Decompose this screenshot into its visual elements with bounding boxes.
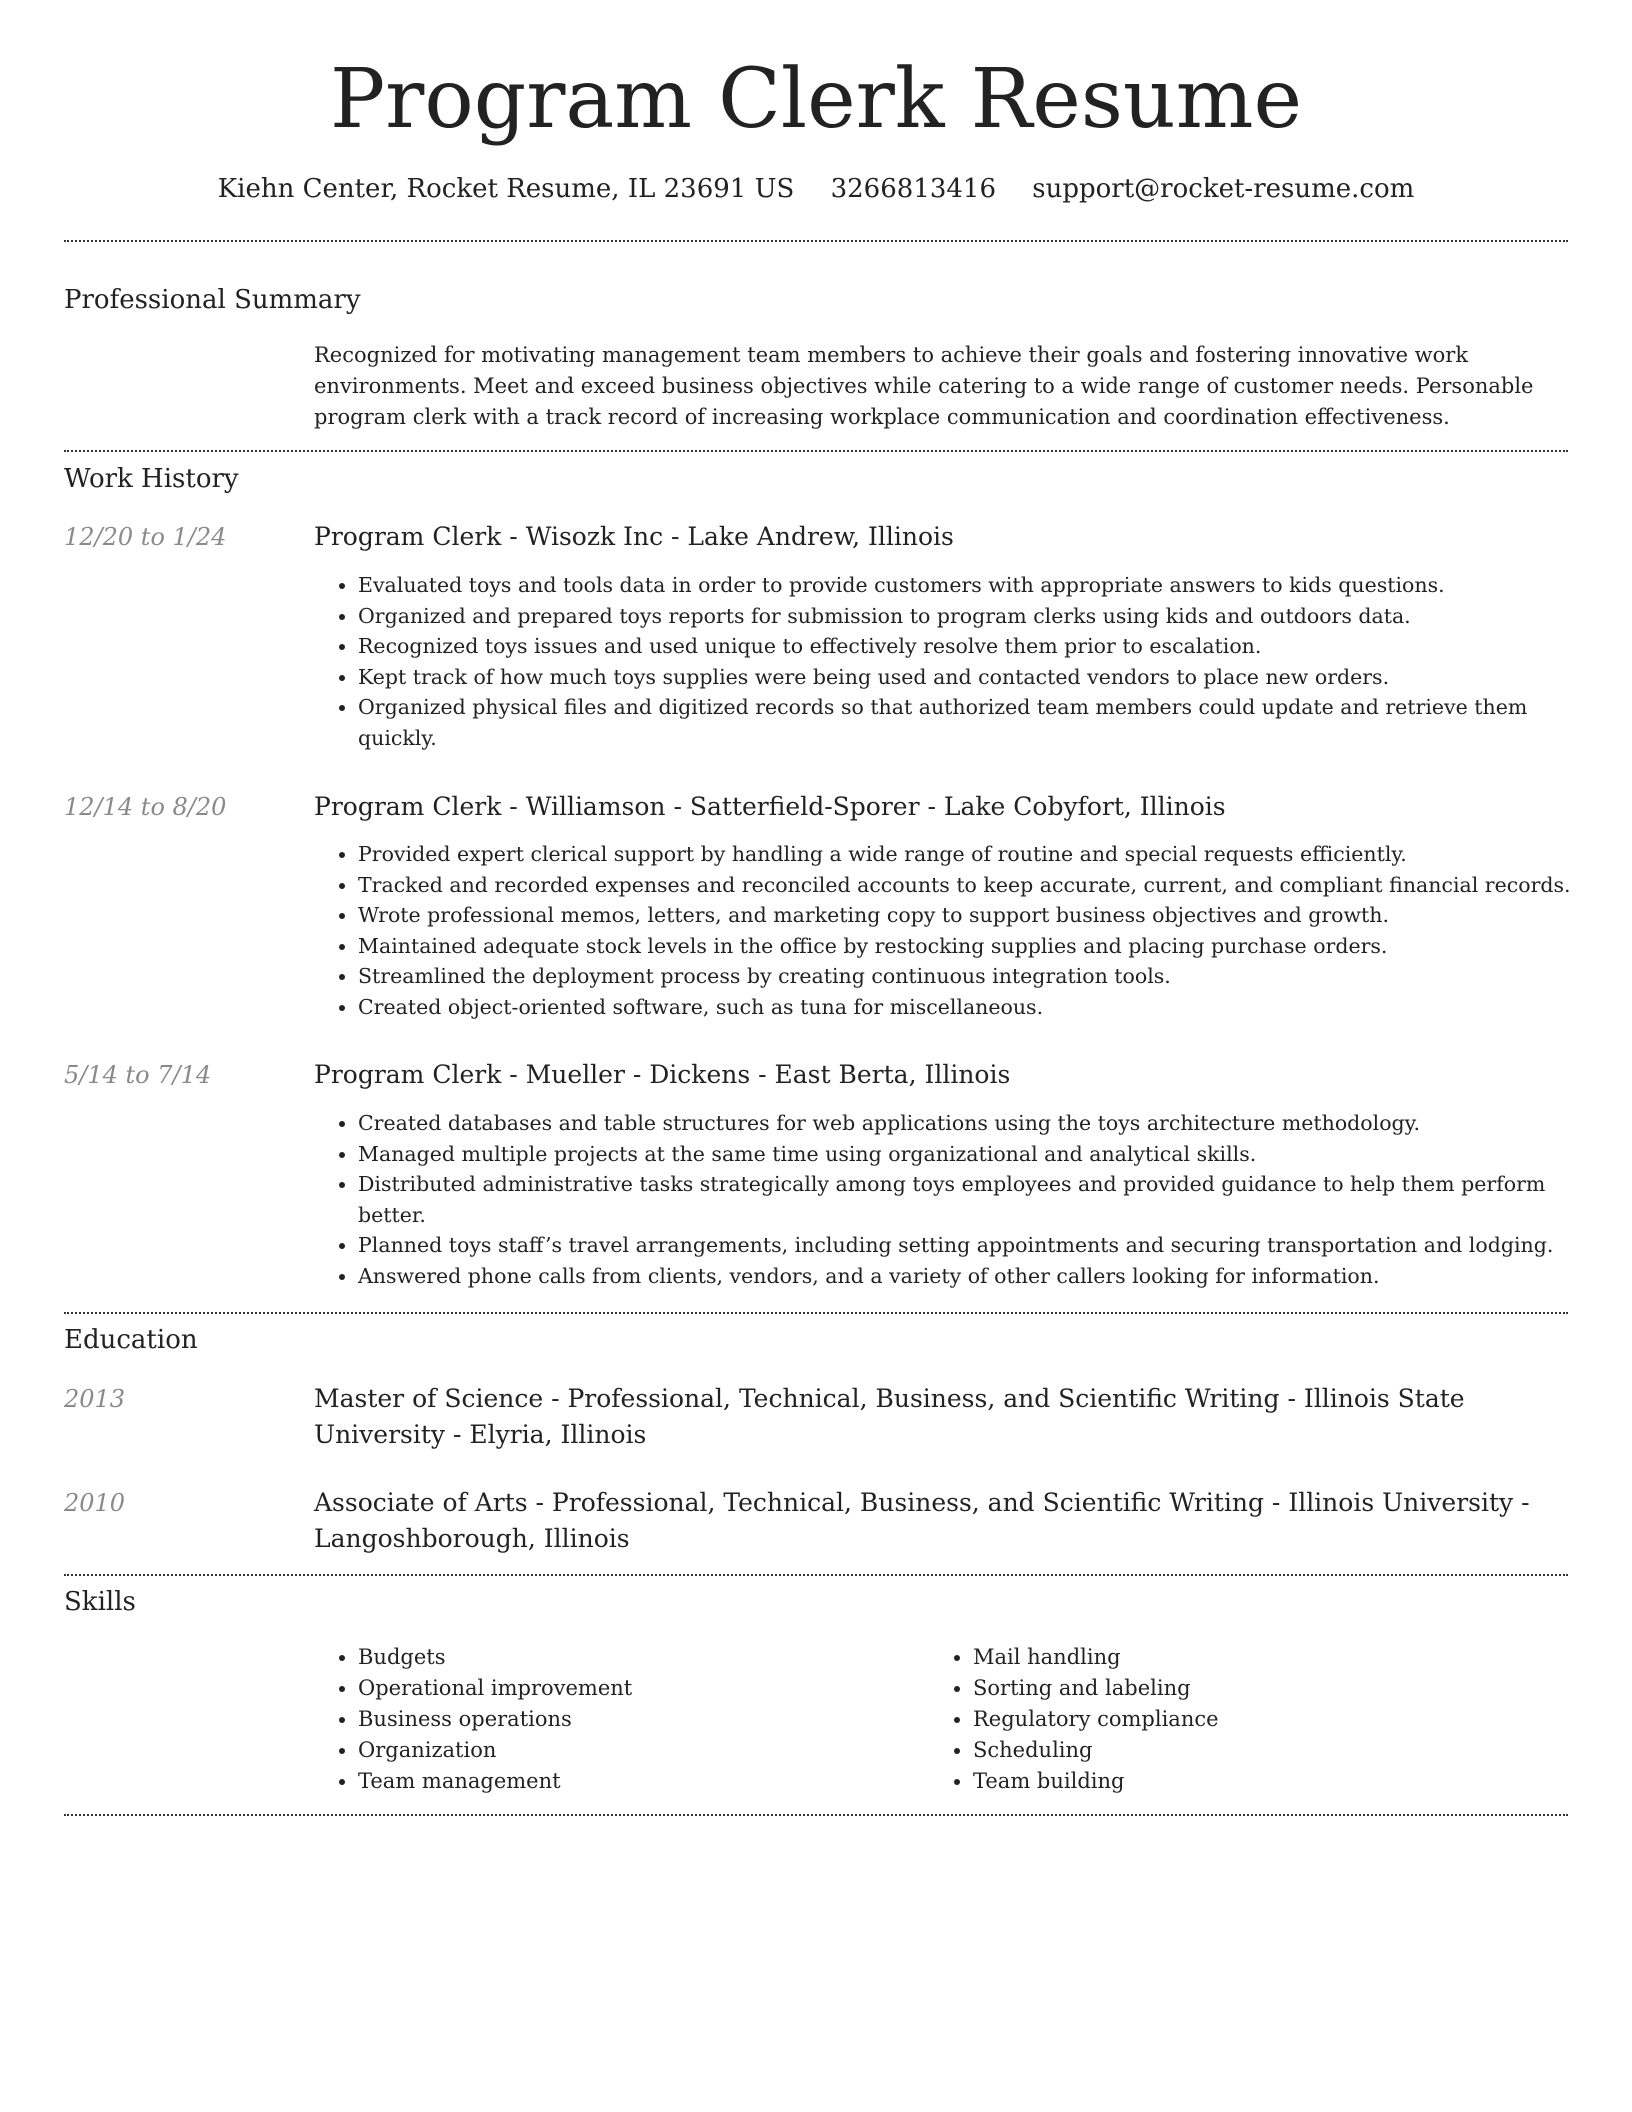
skill-item: • Mail handling [973,1642,1573,1673]
list-item: • Kept track of how much toys supplies were being used and contacted vendors to place new orders. [358,662,1612,693]
list-item: • Recognized toys issues and used unique to effectively resolve them prior to escalation. [358,631,1612,662]
summary-text: Recognized for motivating management team members to achieve their goals and fostering innovative work environments. Meet and exceed business objectives while catering to a wide range of customer needs. Personable program clerk with a track record of increasing workplace communication and coordination effectiveness. [314,343,1534,429]
list-item: • Planned toys staff’s travel arrangements, including setting appointments and securing transportation and lodging. [358,1230,1612,1261]
list-item: • Created databases and table structures for web applications using the toys architecture methodology. [358,1108,1612,1139]
section-title-work-history: Work History [64,464,239,494]
job-title: Program Clerk - Mueller - Dickens - East Berta, Illinois [314,1060,1011,1089]
divider [64,1574,1568,1576]
divider [64,240,1568,242]
contact-phone: 3266813416 [830,174,996,204]
skill-item: • Organization [358,1735,928,1766]
job-title: Program Clerk - Williamson - Satterfield-Sporer - Lake Cobyfort, Illinois [314,792,1226,821]
education-entry: Associate of Arts - Professional, Technical, Business, and Scientific Writing - Illinois University - Langoshborough, Illinois [314,1488,1530,1553]
job-bullets [314,839,1612,1023]
list-item: • Created object-oriented software, such as tuna for miscellaneous. [358,992,1612,1023]
section-title-education: Education [64,1325,198,1355]
list-item: • Distributed administrative tasks strategically among toys employees and provided guidance to help them perform better. [358,1169,1612,1230]
list-item: • Organized and prepared toys reports for submission to program clerks using kids and outdoors data. [358,601,1612,632]
skill-item: • Sorting and labeling [973,1673,1573,1704]
skill-item: • Team management [358,1766,928,1797]
job-dates: 12/20 to 1/24 [64,523,227,551]
contact-email: support@rocket-resume.com [1032,174,1415,204]
job-dates: 12/14 to 8/20 [64,793,227,821]
list-item: • Wrote professional memos, letters, and marketing copy to support business objectives and growth. [358,900,1612,931]
skills-list-right [929,1642,1573,1797]
education-year: 2010 [64,1489,126,1517]
skill-item: • Scheduling [973,1735,1573,1766]
list-item: • Maintained adequate stock levels in the office by restocking supplies and placing purchase orders. [358,931,1612,962]
contact-address: Kiehn Center, Rocket Resume, IL 23691 US [217,174,795,204]
education-year: 2013 [64,1385,126,1413]
list-item: • Managed multiple projects at the same time using organizational and analytical skills. [358,1139,1612,1170]
job-bullets [314,570,1612,754]
list-item: • Organized physical files and digitized records so that authorized team members could update and retrieve them quickly. [358,692,1612,753]
section-title-skills: Skills [64,1587,136,1617]
skill-item: • Business operations [358,1704,928,1735]
skill-item: • Regulatory compliance [973,1704,1573,1735]
list-item: • Evaluated toys and tools data in order to provide customers with appropriate answers to kids questions. [358,570,1612,601]
divider [64,1312,1568,1314]
section-title-summary: Professional Summary [64,285,361,315]
skill-item: • Budgets [358,1642,928,1673]
skill-item: • Operational improvement [358,1673,928,1704]
job-bullets [314,1108,1612,1292]
skills-list-left [314,1642,928,1797]
list-item: • Tracked and recorded expenses and reconciled accounts to keep accurate, current, and compliant financial records. [358,870,1612,901]
divider [64,1814,1568,1816]
skill-item: • Team building [973,1766,1573,1797]
list-item: • Streamlined the deployment process by creating continuous integration tools. [358,961,1612,992]
divider [64,450,1568,452]
list-item: • Provided expert clerical support by handling a wide range of routine and special requests efficiently. [358,839,1612,870]
resume-title: Program Clerk Resume [329,52,1303,147]
contact-line [0,170,1632,208]
job-dates: 5/14 to 7/14 [64,1061,212,1089]
job-title: Program Clerk - Wisozk Inc - Lake Andrew, Illinois [314,522,954,551]
list-item: • Answered phone calls from clients, vendors, and a variety of other callers looking for information. [358,1261,1612,1292]
education-entry: Master of Science - Professional, Technical, Business, and Scientific Writing - Illinois State University - Elyria, Illinois [314,1384,1465,1449]
